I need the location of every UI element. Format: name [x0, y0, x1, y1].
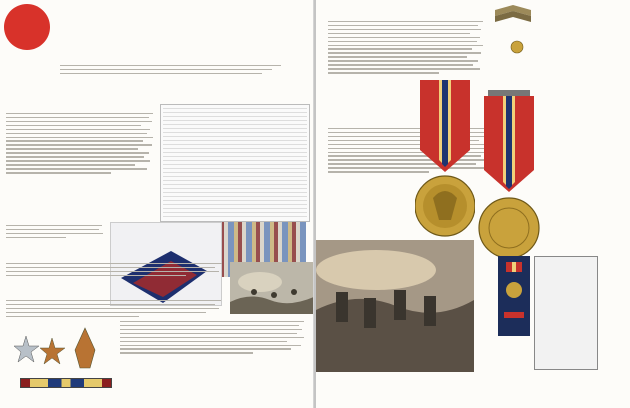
lapel-button-photo — [509, 40, 525, 54]
rank-insignia-photo — [493, 4, 533, 26]
medal-box-photo — [534, 256, 598, 370]
ndsm-medal-front-photo — [415, 80, 475, 250]
medal-list-table — [160, 104, 310, 222]
lead-paragraph — [60, 62, 290, 77]
left-page — [0, 0, 314, 408]
body-text-bottom — [120, 318, 310, 388]
section-heading-battle-star — [6, 250, 9, 258]
arrowhead-device-photo — [72, 326, 98, 372]
soldiers-war-painting — [316, 240, 474, 372]
body-text-devices — [6, 222, 106, 246]
ndsm-medal-back-photo — [478, 90, 540, 270]
body-text-battle-star — [6, 260, 226, 284]
ndsm-boxed-set-photo — [498, 256, 530, 336]
ribbon-bar-photo — [20, 378, 112, 388]
soldiers-painting — [230, 262, 314, 314]
service-stars-photo — [14, 332, 74, 372]
section-badge — [0, 0, 54, 54]
section-heading-arrowhead — [6, 287, 9, 295]
section-heading-discharge — [328, 8, 331, 16]
section-heading-devices — [6, 212, 9, 220]
body-text-classification — [6, 110, 156, 210]
